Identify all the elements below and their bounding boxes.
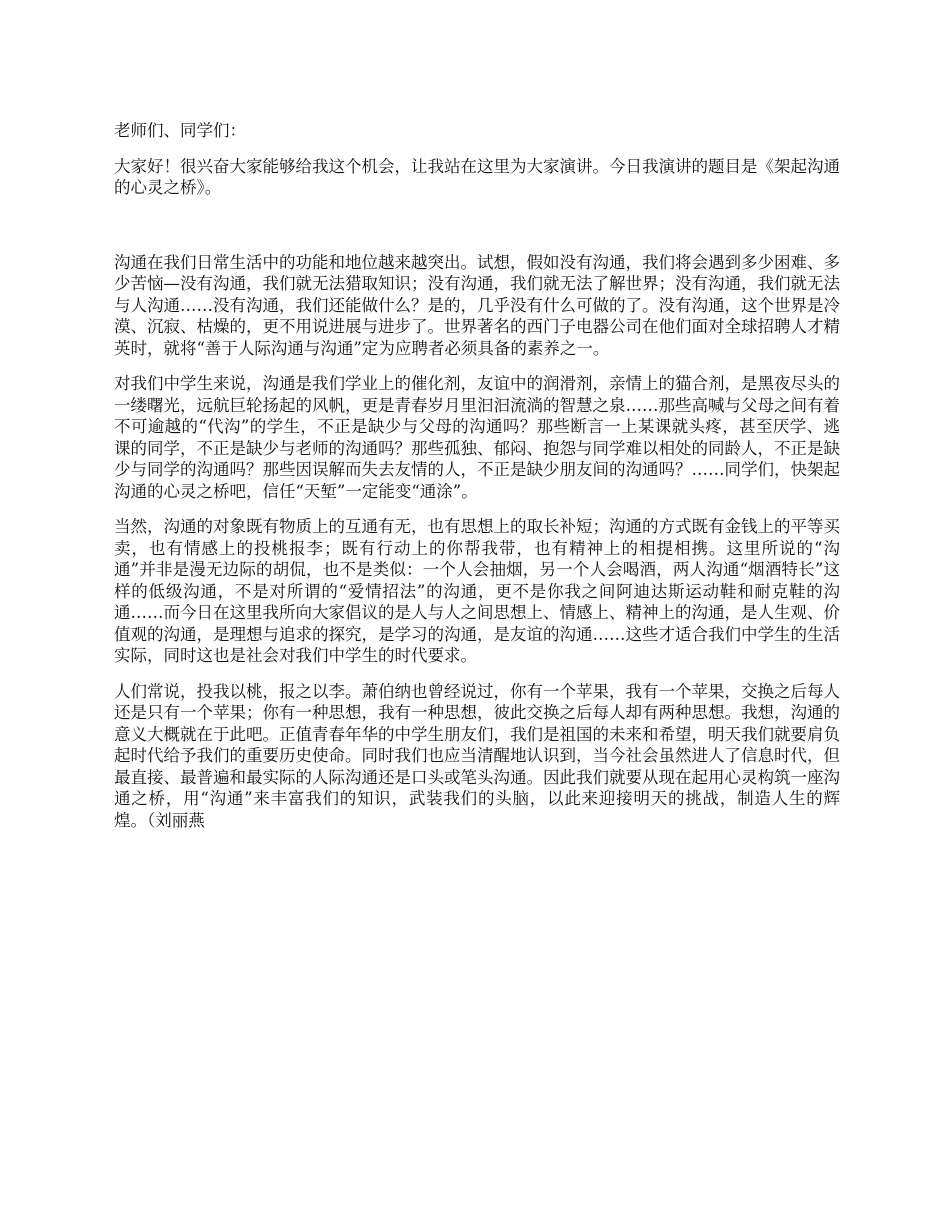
paragraph-conclusion: 人们常说，投我以桃，报之以李。萧伯纳也曾经说过，你有一个苹果，我有一个苹果，交换之后每人还是只有一个苹果；你有一种思想，我有一种思想，彼此交换之后每人却有两种思想。我想，沟通的意义大概就在于此吧。正值青春年华的中学生朋友们，我们是祖国的未来和希望，明天我们就要肩负起时代给予我们的重要历史使命。同时我们也应当清醒地认识到，当今社会虽然进人了信息时代，但最直接、最普遍和最实际的人际沟通还是口头或笔头沟通。因此我们就要从现在起用心灵构筑一座沟通之桥，用“沟通”来丰富我们的知识，武装我们的头脑，以此来迎接明天的挑战，制造人生的辉煌。（刘丽燕 xyxy=(114,681,840,830)
document-page xyxy=(114,120,840,845)
paragraph-importance: 沟通在我们日常生活中的功能和地位越来越突出。试想，假如没有沟通，我们将会遇到多少困难、多少苦恼—没有沟通，我们就无法猎取知识；没有沟通，我们就无法了解世界；没有沟通，我们就无法与人沟通……没有沟通，我们还能做什么？是的，几乎没有什么可做的了。没有沟通，这个世界是冷漠、沉寂、枯燥的，更不用说进展与进步了。世界著名的西门子电器公司在他们面对全球招聘人才精英时，就将“善于人际沟通与沟通”定为应聘者必须具备的素养之一。 xyxy=(114,252,840,358)
paragraph-opening: 大家好！很兴奋大家能够给我这个机会，让我站在这里为大家演讲。今日我演讲的题目是《架起沟通的心灵之桥》。 xyxy=(114,156,840,197)
salutation: 老师们、同学们： xyxy=(114,121,246,140)
paragraph-students: 对我们中学生来说，沟通是我们学业上的催化剂，友谊中的润滑剂，亲情上的猫合剂，是黑夜尽头的一缕曙光，远航巨轮扬起的风帆，更是青春岁月里汩汩流淌的智慧之泉……那些高喊与父母之间有着不可逾越的“代沟”的学生，不正是缺少与父母的沟通吗？那些断言一上某课就头疼，甚至厌学、逃课的同学，不正是缺少与老师的沟通吗？那些孤独、郁闷、抱怨与同学难以相处的同龄人，不正是缺少与同学的沟通吗？那些因误解而失去友情的人，不正是缺少朋友间的沟通吗？……同学们，快架起沟通的心灵之桥吧，信任“天堑”一定能变“通涂”。 xyxy=(114,374,840,501)
paragraph-meaning: 当然，沟通的对象既有物质上的互通有无，也有思想上的取长补短；沟通的方式既有金钱上的平等买卖，也有情感上的投桃报李；既有行动上的你帮我带，也有精神上的相提相携。这里所说的“沟通”并非是漫无边际的胡侃，也不是类似：一个人会抽烟，另一个人会喝酒，两人沟通“烟酒特长”这样的低级沟通，不是对所谓的“爱情招法”的沟通，更不是你我之间阿迪达斯运动鞋和耐克鞋的沟通……而今日在这里我所向大家倡议的是人与人之间思想上、情感上、精神上的沟通，是人生观、价值观的沟通，是理想与追求的探究，是学习的沟通，是友谊的沟通……这些才适合我们中学生的生活实际，同时这也是社会对我们中学生的时代要求。 xyxy=(114,517,840,665)
